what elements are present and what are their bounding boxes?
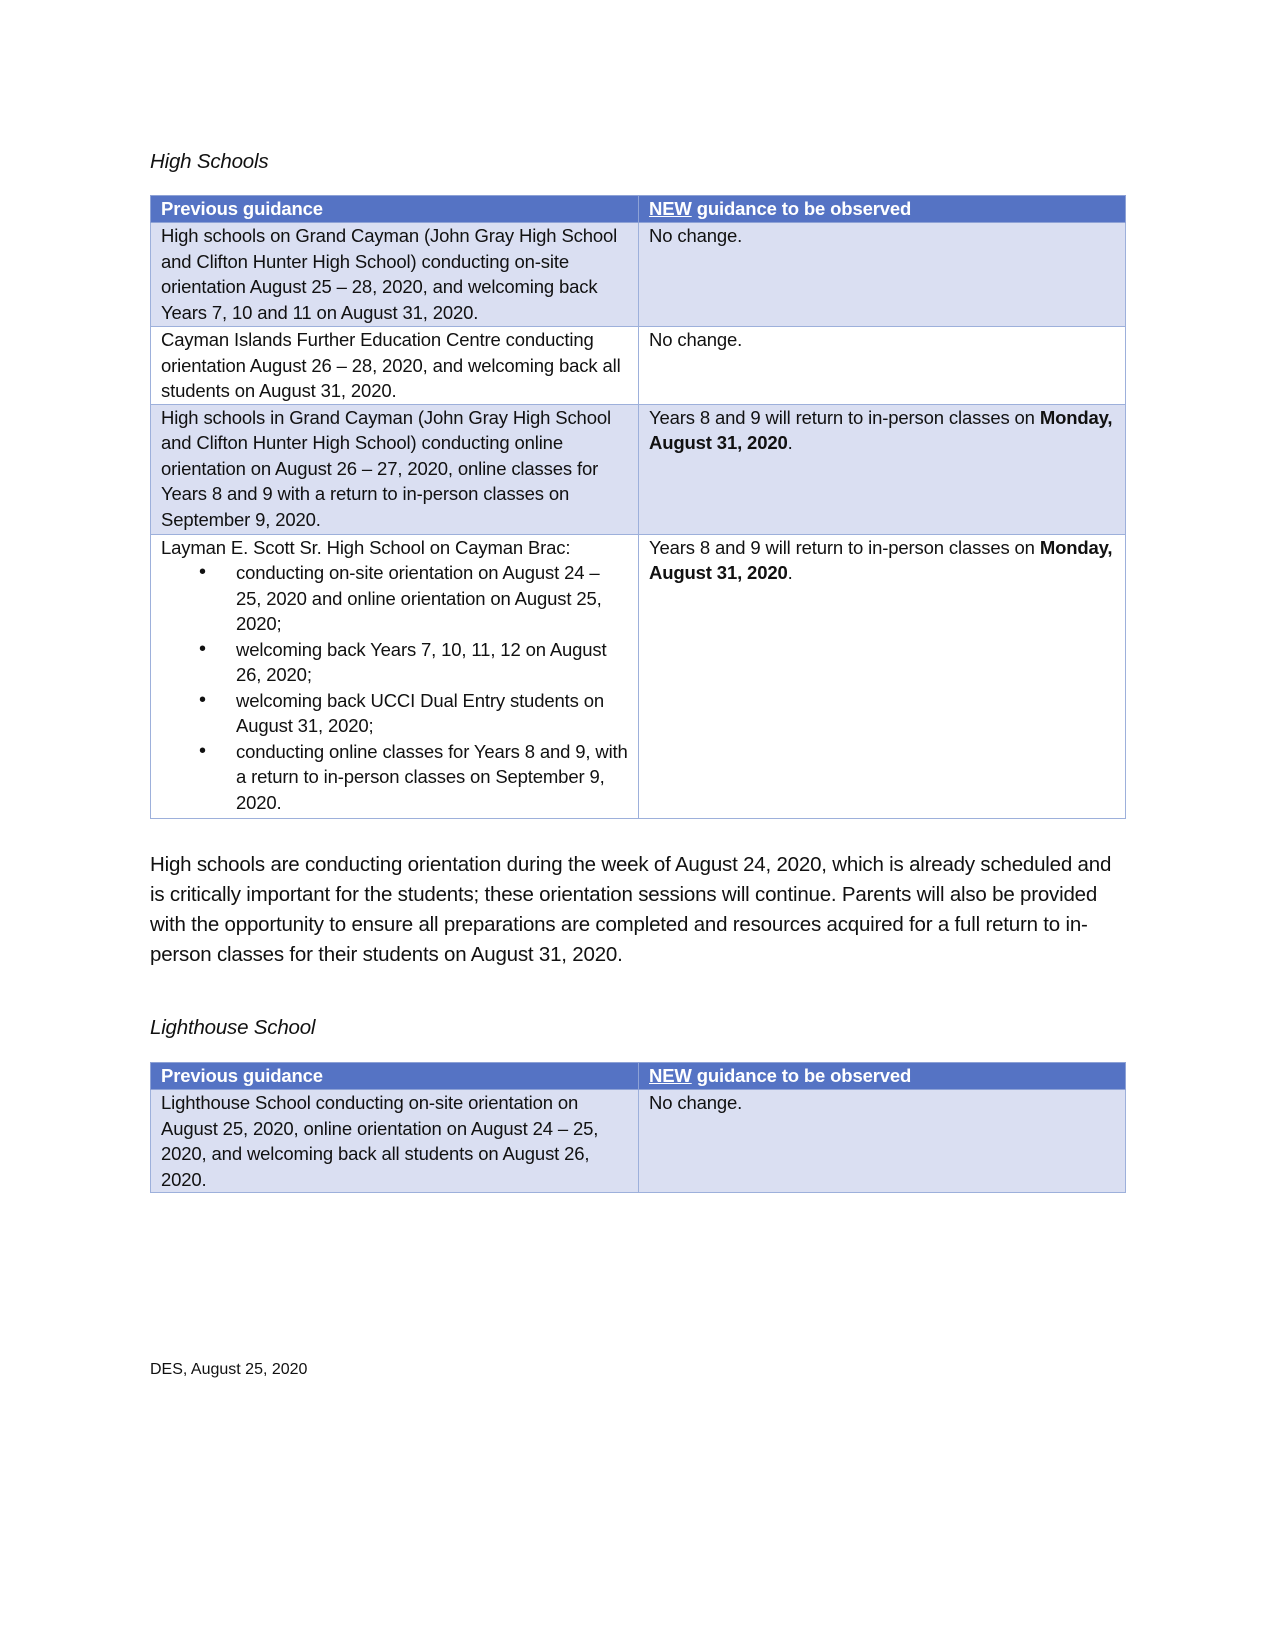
- new-guidance-suffix: .: [787, 562, 793, 583]
- header-new-guidance: [639, 1063, 1126, 1090]
- new-word: NEW: [649, 1065, 692, 1086]
- table-row: [151, 534, 1126, 818]
- header-new-guidance: [639, 196, 1126, 223]
- header-new-rest: guidance to be observed: [691, 198, 912, 219]
- table-header-row: [151, 1063, 1126, 1090]
- new-guidance-cell: No change.: [639, 1090, 1126, 1193]
- new-guidance-cell: [639, 404, 1126, 534]
- new-guidance-cell: [639, 534, 1126, 818]
- table-row: [151, 223, 1126, 327]
- list-item: • welcoming back Years 7, 10, 11, 12 on August 26, 2020;: [236, 637, 628, 688]
- list-item: • welcoming back UCCI Dual Entry students on August 31, 2020;: [236, 688, 628, 739]
- section-heading-high-schools: High Schools: [150, 150, 269, 173]
- previous-guidance-cell: [151, 534, 639, 818]
- previous-guidance-cell: High schools on Grand Cayman (John Gray High School and Clifton Hunter High School) conducting on-site orientation August 25 – 28, 2020, and welcoming back Years 7, 10 and 11 on August 31, 2020.: [151, 223, 639, 327]
- new-guidance-suffix: .: [787, 432, 793, 453]
- table-row: [151, 327, 1126, 405]
- new-guidance-cell: No change.: [639, 223, 1126, 327]
- list-item: • conducting on-site orientation on August 24 – 25, 2020 and online orientation on August 25, 2020;: [236, 560, 628, 637]
- previous-guidance-cell: High schools in Grand Cayman (John Gray High School and Clifton Hunter High School) conducting online orientation on August 26 – 27, 2020, online classes for Years 8 and 9 with a return to in-person classes on September 9, 2020.: [151, 404, 639, 534]
- previous-guidance-cell: Lighthouse School conducting on-site orientation on August 25, 2020, online orientation on August 24 – 25, 2020, and welcoming back all students on August 26, 2020.: [151, 1090, 639, 1193]
- table-row: [151, 404, 1126, 534]
- previous-guidance-list: [161, 560, 628, 815]
- header-previous-guidance: Previous guidance: [151, 196, 639, 223]
- previous-guidance-intro: Layman E. Scott Sr. High School on Cayman Brac:: [161, 536, 571, 558]
- header-previous-guidance: Previous guidance: [151, 1063, 639, 1090]
- table-row: [151, 1090, 1126, 1193]
- new-guidance-prefix: Years 8 and 9 will return to in-person classes on: [649, 406, 1040, 428]
- new-word: NEW: [649, 198, 692, 219]
- table-header-row: [151, 196, 1126, 223]
- footer-text: DES, August 25, 2020: [150, 1361, 308, 1378]
- new-guidance-cell: No change.: [639, 327, 1126, 405]
- lighthouse-table: [150, 1062, 1126, 1193]
- list-item: • conducting online classes for Years 8 and 9, with a return to in-person classes on September 9, 2020.: [236, 739, 628, 816]
- new-guidance-date: Monday, August 31, 2020: [649, 536, 1113, 583]
- new-guidance-date: Monday, August 31, 2020: [649, 406, 1113, 453]
- new-guidance-prefix: Years 8 and 9 will return to in-person classes on: [649, 536, 1040, 558]
- high-schools-table: [150, 195, 1126, 819]
- body-paragraph: High schools are conducting orientation during the week of August 24, 2020, which is already scheduled and is critically important for the students; these orientation sessions will continue. Parents will also be provided with the opportunity to ensure all preparations are completed and resources acquired for a full return to in-person classes for their students on August 31, 2020.: [150, 853, 1112, 966]
- section-heading-lighthouse: Lighthouse School: [150, 1016, 316, 1039]
- header-new-rest: guidance to be observed: [691, 1065, 912, 1086]
- previous-guidance-cell: Cayman Islands Further Education Centre conducting orientation August 26 – 28, 2020, and welcoming back all students on August 31, 2020.: [151, 327, 639, 405]
